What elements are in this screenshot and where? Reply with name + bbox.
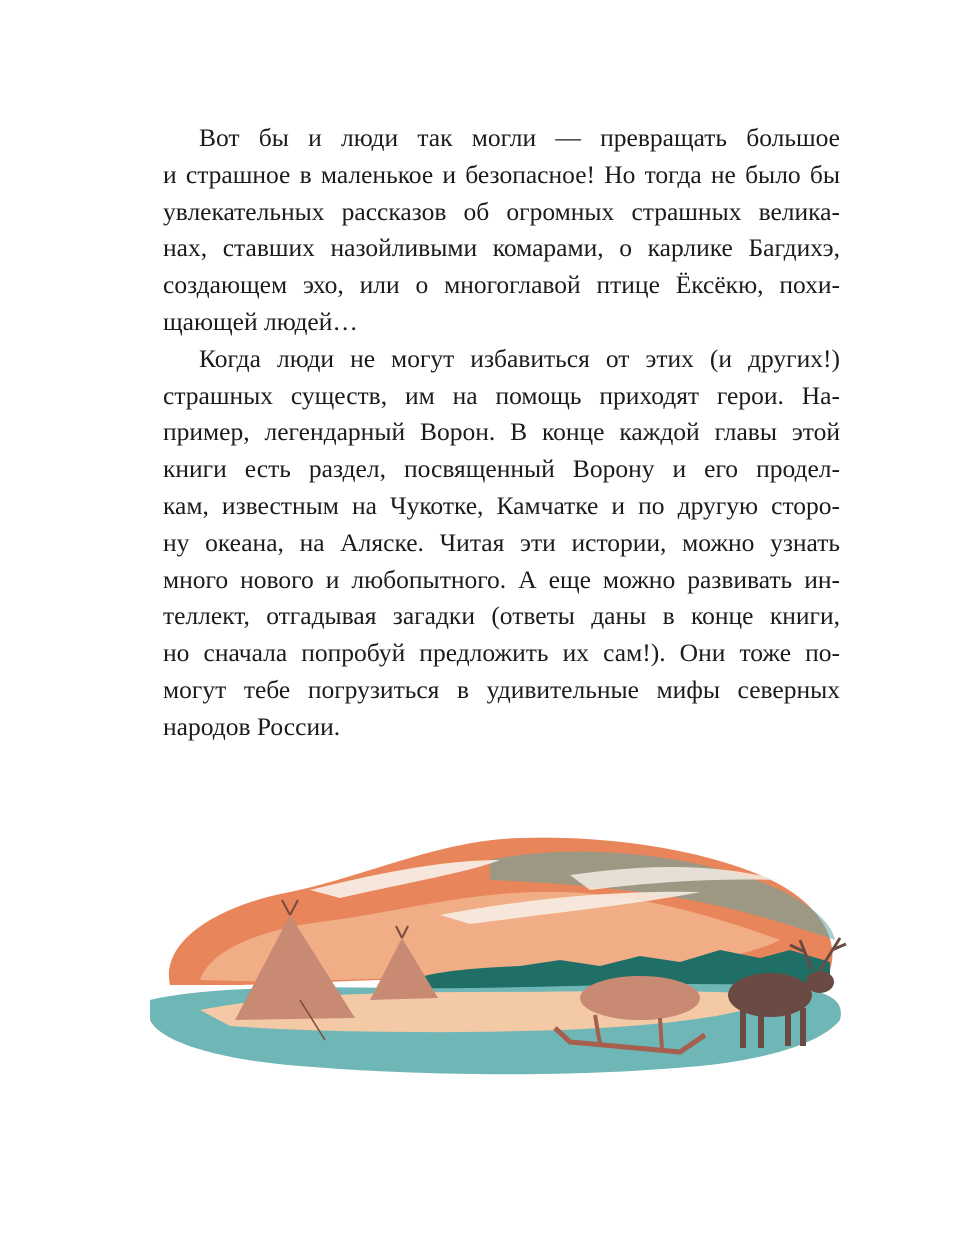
text-line: увлекательных рассказов об огромных страшных велика- [163, 196, 840, 226]
text-line: страшных существ, им на помощь приходят герои. На- [163, 380, 840, 410]
text-line: Вот бы и люди так могли — превращать большое [199, 123, 840, 152]
paragraph-1 [163, 120, 840, 341]
text-line: но сначала попробуй предложить их сам!). Они тоже по- [163, 638, 840, 668]
paragraph-2 [163, 341, 840, 746]
text-line: книги есть раздел, посвященный Ворону и его продел- [163, 454, 840, 484]
text-line: могут тебе погрузиться в удивительные мифы северных [163, 674, 840, 704]
text-line: кам, известным на Чукотке, Камчатке и по другую сторо- [163, 490, 840, 520]
text-line: щающей людей… [163, 306, 358, 336]
tundra-illustration [140, 820, 860, 1100]
text-line: создающем эхо, или о многоглавой птице Ёксёкю, похи- [163, 270, 840, 300]
text-line: и страшное в маленькое и безопасное! Но тогда не было бы [163, 159, 840, 189]
text-line: много нового и любопытного. А еще можно развивать ин- [163, 564, 840, 594]
text-line: нах, ставших назойливыми комарами, о карлике Багдихэ, [163, 233, 840, 263]
body-text [163, 120, 840, 746]
text-line: ну океана, на Аляске. Читая эти истории, можно узнать [163, 527, 840, 557]
text-line: Когда люди не могут избавиться от этих (и других!) [199, 343, 840, 373]
text-line: пример, легендарный Ворон. В конце каждой главы этой [163, 417, 840, 447]
text-line: народов России. [163, 711, 341, 741]
text-line: теллект, отгадывая загадки (ответы даны в конце книги, [163, 601, 840, 631]
